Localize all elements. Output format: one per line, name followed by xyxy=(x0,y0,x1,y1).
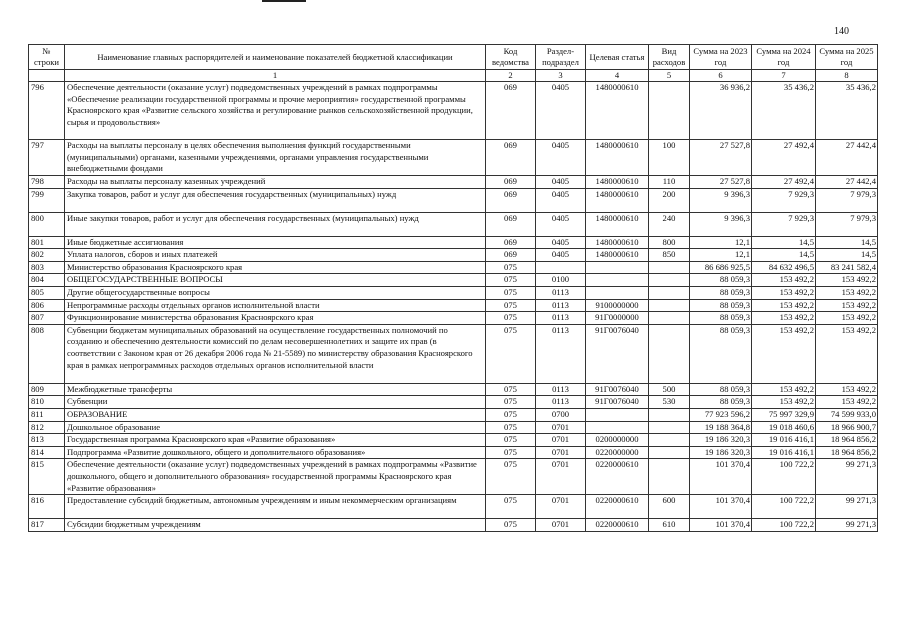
row-name-cell: Расходы на выплаты персоналу в целях обеспечения выполнения функций государственными (муниципальными) органами, казенными учреждениями, органами управления государственными внебюджетными фондами xyxy=(65,140,486,176)
row-number-cell: 796 xyxy=(29,82,65,140)
column-number: 8 xyxy=(816,70,878,82)
row-number-cell: 808 xyxy=(29,324,65,383)
expense-type-cell: 530 xyxy=(649,396,690,409)
sum-2024-cell: 19 018 460,6 xyxy=(752,421,816,434)
dept-code-cell: 075 xyxy=(486,421,536,434)
row-number-cell: 805 xyxy=(29,286,65,299)
table-row xyxy=(29,176,878,189)
header-sum-2025: Сумма на 2025 год xyxy=(816,45,878,70)
sum-2023-cell: 19 188 364,8 xyxy=(690,421,752,434)
table-row xyxy=(29,495,878,519)
sum-2025-cell: 83 241 582,4 xyxy=(816,261,878,274)
dept-code-cell: 075 xyxy=(486,495,536,519)
row-number-cell: 797 xyxy=(29,140,65,176)
sum-2025-cell: 153 492,2 xyxy=(816,286,878,299)
sum-2023-cell: 88 059,3 xyxy=(690,274,752,287)
sum-2023-cell: 27 527,8 xyxy=(690,176,752,189)
table-row xyxy=(29,299,878,312)
expense-type-cell xyxy=(649,312,690,325)
target-article-cell: 0220000610 xyxy=(586,495,649,519)
row-number-cell: 799 xyxy=(29,188,65,212)
section-cell: 0405 xyxy=(536,212,586,236)
row-number-cell: 801 xyxy=(29,236,65,249)
section-cell: 0113 xyxy=(536,286,586,299)
table-row xyxy=(29,286,878,299)
header-sum-2024: Сумма на 2024 год xyxy=(752,45,816,70)
sum-2025-cell: 99 271,3 xyxy=(816,519,878,532)
sum-2024-cell: 35 436,2 xyxy=(752,82,816,140)
row-number-cell: 800 xyxy=(29,212,65,236)
row-number-cell: 812 xyxy=(29,421,65,434)
expense-type-cell xyxy=(649,421,690,434)
expense-type-cell: 850 xyxy=(649,249,690,262)
sum-2025-cell: 18 964 856,2 xyxy=(816,446,878,459)
column-number: 4 xyxy=(586,70,649,82)
row-number-cell: 806 xyxy=(29,299,65,312)
sum-2025-cell: 153 492,2 xyxy=(816,274,878,287)
row-name-cell: Непрограммные расходы отдельных органов исполнительной власти xyxy=(65,299,486,312)
header-expense-type: Вид расходов xyxy=(649,45,690,70)
row-number-cell: 815 xyxy=(29,459,65,495)
table-row xyxy=(29,434,878,447)
column-number-row xyxy=(29,70,878,82)
sum-2025-cell: 14,5 xyxy=(816,236,878,249)
row-number-cell: 810 xyxy=(29,396,65,409)
column-number: 6 xyxy=(690,70,752,82)
table-row xyxy=(29,519,878,532)
target-article-cell: 1480000610 xyxy=(586,249,649,262)
expense-type-cell: 500 xyxy=(649,383,690,396)
row-number-cell: 802 xyxy=(29,249,65,262)
expense-type-cell: 100 xyxy=(649,140,690,176)
sum-2023-cell: 88 059,3 xyxy=(690,383,752,396)
dept-code-cell: 069 xyxy=(486,140,536,176)
target-article-cell: 9100000000 xyxy=(586,299,649,312)
dept-code-cell: 075 xyxy=(486,261,536,274)
sum-2023-cell: 86 686 925,5 xyxy=(690,261,752,274)
section-cell: 0405 xyxy=(536,249,586,262)
column-number: 5 xyxy=(649,70,690,82)
table-row xyxy=(29,383,878,396)
table-row xyxy=(29,212,878,236)
row-name-cell: Субвенции бюджетам муниципальных образований на осуществление государственных полномочий по созданию и обеспечению деятельности комиссий по делам несовершеннолетних и защите их прав (в соответствии с Законом края от 26 декабря 2006 года № 21-5589) по министерству образования Красноярского края в рамках непрограммных расходов отдельных органов исполнительной власти xyxy=(65,324,486,383)
sum-2023-cell: 27 527,8 xyxy=(690,140,752,176)
header-sum-2023: Сумма на 2023 год xyxy=(690,45,752,70)
target-article-cell: 1480000610 xyxy=(586,188,649,212)
expense-type-cell xyxy=(649,408,690,421)
sum-2023-cell: 77 923 596,2 xyxy=(690,408,752,421)
expense-type-cell xyxy=(649,82,690,140)
row-number-cell: 803 xyxy=(29,261,65,274)
target-article-cell xyxy=(586,408,649,421)
row-name-cell: Иные бюджетные ассигнования xyxy=(65,236,486,249)
expense-type-cell xyxy=(649,286,690,299)
header-row-number: № строки xyxy=(29,45,65,70)
dept-code-cell: 069 xyxy=(486,176,536,189)
sum-2025-cell: 7 979,3 xyxy=(816,212,878,236)
sum-2023-cell: 36 936,2 xyxy=(690,82,752,140)
sum-2025-cell: 99 271,3 xyxy=(816,495,878,519)
section-cell: 0113 xyxy=(536,299,586,312)
dept-code-cell: 075 xyxy=(486,459,536,495)
row-name-cell: Обеспечение деятельности (оказание услуг) подведомственных учреждений в рамках подпрограммы «Развитие дошкольного, общего и дополнительного образования» государственной программы Красноярского края «Развитие образования» xyxy=(65,459,486,495)
expense-type-cell: 110 xyxy=(649,176,690,189)
column-number: 2 xyxy=(486,70,536,82)
sum-2024-cell: 153 492,2 xyxy=(752,383,816,396)
expense-type-cell xyxy=(649,324,690,383)
sum-2024-cell: 153 492,2 xyxy=(752,324,816,383)
expense-type-cell xyxy=(649,446,690,459)
sum-2025-cell: 14,5 xyxy=(816,249,878,262)
section-cell: 0701 xyxy=(536,519,586,532)
dept-code-cell: 075 xyxy=(486,312,536,325)
sum-2024-cell: 84 632 496,5 xyxy=(752,261,816,274)
sum-2025-cell: 153 492,2 xyxy=(816,383,878,396)
header-dept-code: Код ведомства xyxy=(486,45,536,70)
section-cell: 0113 xyxy=(536,324,586,383)
sum-2023-cell: 9 396,3 xyxy=(690,188,752,212)
row-number-cell: 816 xyxy=(29,495,65,519)
sum-2025-cell: 27 442,4 xyxy=(816,176,878,189)
dept-code-cell: 069 xyxy=(486,188,536,212)
section-cell: 0700 xyxy=(536,408,586,421)
row-name-cell: Субсидии бюджетным учреждениям xyxy=(65,519,486,532)
table-row xyxy=(29,261,878,274)
row-name-cell: Расходы на выплаты персоналу казенных учреждений xyxy=(65,176,486,189)
target-article-cell: 91Г0076040 xyxy=(586,324,649,383)
row-number-cell: 809 xyxy=(29,383,65,396)
sum-2024-cell: 100 722,2 xyxy=(752,495,816,519)
sum-2023-cell: 88 059,3 xyxy=(690,312,752,325)
sum-2023-cell: 101 370,4 xyxy=(690,495,752,519)
target-article-cell: 0220000610 xyxy=(586,459,649,495)
sum-2024-cell: 27 492,4 xyxy=(752,176,816,189)
sum-2025-cell: 18 964 856,2 xyxy=(816,434,878,447)
dept-code-cell: 075 xyxy=(486,519,536,532)
row-name-cell: Межбюджетные трансферты xyxy=(65,383,486,396)
dept-code-cell: 075 xyxy=(486,286,536,299)
column-number: 1 xyxy=(65,70,486,82)
sum-2024-cell: 7 929,3 xyxy=(752,188,816,212)
expense-type-cell xyxy=(649,434,690,447)
expense-type-cell: 600 xyxy=(649,495,690,519)
header-name: Наименование главных распорядителей и наименование показателей бюджетной классификации xyxy=(65,45,486,70)
dept-code-cell: 075 xyxy=(486,324,536,383)
sum-2025-cell: 7 979,3 xyxy=(816,188,878,212)
expense-type-cell: 200 xyxy=(649,188,690,212)
sum-2024-cell: 153 492,2 xyxy=(752,299,816,312)
section-cell: 0405 xyxy=(536,188,586,212)
sum-2024-cell: 14,5 xyxy=(752,249,816,262)
row-number-cell: 807 xyxy=(29,312,65,325)
table-row xyxy=(29,459,878,495)
expense-type-cell xyxy=(649,274,690,287)
expense-type-cell: 800 xyxy=(649,236,690,249)
row-number-cell: 798 xyxy=(29,176,65,189)
table-row xyxy=(29,274,878,287)
target-article-cell: 1480000610 xyxy=(586,212,649,236)
sum-2025-cell: 153 492,2 xyxy=(816,396,878,409)
sum-2024-cell: 100 722,2 xyxy=(752,459,816,495)
header-row xyxy=(29,45,878,70)
budget-table xyxy=(28,44,878,532)
sum-2023-cell: 12,1 xyxy=(690,236,752,249)
target-article-cell xyxy=(586,421,649,434)
table-row xyxy=(29,249,878,262)
target-article-cell xyxy=(586,261,649,274)
sum-2023-cell: 88 059,3 xyxy=(690,324,752,383)
row-number-cell: 811 xyxy=(29,408,65,421)
sum-2024-cell: 27 492,4 xyxy=(752,140,816,176)
target-article-cell: 1480000610 xyxy=(586,236,649,249)
sum-2024-cell: 153 492,2 xyxy=(752,396,816,409)
section-cell: 0405 xyxy=(536,236,586,249)
column-number: 7 xyxy=(752,70,816,82)
dept-code-cell: 069 xyxy=(486,82,536,140)
section-cell: 0701 xyxy=(536,434,586,447)
table-row xyxy=(29,396,878,409)
row-name-cell: Дошкольное образование xyxy=(65,421,486,434)
row-name-cell: ОБРАЗОВАНИЕ xyxy=(65,408,486,421)
table-row xyxy=(29,82,878,140)
section-cell: 0405 xyxy=(536,140,586,176)
header-target-article: Целевая статья xyxy=(586,45,649,70)
column-number xyxy=(29,70,65,82)
section-cell: 0405 xyxy=(536,82,586,140)
target-article-cell: 91Г0000000 xyxy=(586,312,649,325)
row-name-cell: Закупка товаров, работ и услуг для обеспечения государственных (муниципальных) нужд xyxy=(65,188,486,212)
section-cell: 0113 xyxy=(536,383,586,396)
row-name-cell: Предоставление субсидий бюджетным, автономным учреждениям и иным некоммерческим организациям xyxy=(65,495,486,519)
row-name-cell: Министерство образования Красноярского края xyxy=(65,261,486,274)
dept-code-cell: 069 xyxy=(486,236,536,249)
dept-code-cell: 069 xyxy=(486,212,536,236)
sum-2023-cell: 12,1 xyxy=(690,249,752,262)
target-article-cell: 1480000610 xyxy=(586,140,649,176)
dept-code-cell: 075 xyxy=(486,434,536,447)
row-name-cell: Государственная программа Красноярского края «Развитие образования» xyxy=(65,434,486,447)
target-article-cell: 0220000000 xyxy=(586,446,649,459)
dept-code-cell: 075 xyxy=(486,299,536,312)
sum-2025-cell: 27 442,4 xyxy=(816,140,878,176)
row-number-cell: 814 xyxy=(29,446,65,459)
target-article-cell: 1480000610 xyxy=(586,82,649,140)
sum-2023-cell: 88 059,3 xyxy=(690,396,752,409)
target-article-cell: 0220000610 xyxy=(586,519,649,532)
expense-type-cell: 240 xyxy=(649,212,690,236)
row-number-cell: 804 xyxy=(29,274,65,287)
sum-2024-cell: 153 492,2 xyxy=(752,274,816,287)
sum-2025-cell: 153 492,2 xyxy=(816,324,878,383)
sum-2025-cell: 74 599 933,0 xyxy=(816,408,878,421)
sum-2025-cell: 35 436,2 xyxy=(816,82,878,140)
section-cell: 0701 xyxy=(536,446,586,459)
table-row xyxy=(29,312,878,325)
table-row xyxy=(29,421,878,434)
sum-2023-cell: 88 059,3 xyxy=(690,299,752,312)
row-name-cell: Подпрограмма «Развитие дошкольного, общего и дополнительного образования» xyxy=(65,446,486,459)
sum-2023-cell: 101 370,4 xyxy=(690,519,752,532)
row-name-cell: Субвенции xyxy=(65,396,486,409)
top-rule xyxy=(262,0,306,2)
section-cell: 0701 xyxy=(536,459,586,495)
sum-2024-cell: 14,5 xyxy=(752,236,816,249)
dept-code-cell: 075 xyxy=(486,383,536,396)
sum-2023-cell: 101 370,4 xyxy=(690,459,752,495)
dept-code-cell: 069 xyxy=(486,249,536,262)
sum-2024-cell: 100 722,2 xyxy=(752,519,816,532)
dept-code-cell: 075 xyxy=(486,396,536,409)
sum-2024-cell: 153 492,2 xyxy=(752,312,816,325)
section-cell: 0405 xyxy=(536,176,586,189)
expense-type-cell xyxy=(649,299,690,312)
row-name-cell: Другие общегосударственные вопросы xyxy=(65,286,486,299)
table-row xyxy=(29,188,878,212)
target-article-cell: 91Г0076040 xyxy=(586,396,649,409)
sum-2025-cell: 99 271,3 xyxy=(816,459,878,495)
row-name-cell: Уплата налогов, сборов и иных платежей xyxy=(65,249,486,262)
sum-2023-cell: 88 059,3 xyxy=(690,286,752,299)
table-row xyxy=(29,140,878,176)
header-section: Раздел-подраздел xyxy=(536,45,586,70)
row-number-cell: 813 xyxy=(29,434,65,447)
expense-type-cell xyxy=(649,459,690,495)
column-number: 3 xyxy=(536,70,586,82)
section-cell xyxy=(536,261,586,274)
target-article-cell xyxy=(586,274,649,287)
sum-2023-cell: 9 396,3 xyxy=(690,212,752,236)
sum-2023-cell: 19 186 320,3 xyxy=(690,434,752,447)
sum-2024-cell: 19 016 416,1 xyxy=(752,434,816,447)
table-row xyxy=(29,324,878,383)
sum-2025-cell: 153 492,2 xyxy=(816,299,878,312)
section-cell: 0113 xyxy=(536,396,586,409)
dept-code-cell: 075 xyxy=(486,446,536,459)
row-name-cell: Функционирование министерства образования Красноярского края xyxy=(65,312,486,325)
row-name-cell: Иные закупки товаров, работ и услуг для обеспечения государственных (муниципальных) нужд xyxy=(65,212,486,236)
target-article-cell xyxy=(586,286,649,299)
section-cell: 0701 xyxy=(536,421,586,434)
sum-2025-cell: 153 492,2 xyxy=(816,312,878,325)
sum-2023-cell: 19 186 320,3 xyxy=(690,446,752,459)
section-cell: 0113 xyxy=(536,312,586,325)
sum-2024-cell: 7 929,3 xyxy=(752,212,816,236)
table-row xyxy=(29,446,878,459)
page-number: 140 xyxy=(834,26,849,37)
target-article-cell: 91Г0076040 xyxy=(586,383,649,396)
dept-code-cell: 075 xyxy=(486,408,536,421)
row-name-cell: ОБЩЕГОСУДАРСТВЕННЫЕ ВОПРОСЫ xyxy=(65,274,486,287)
dept-code-cell: 075 xyxy=(486,274,536,287)
section-cell: 0100 xyxy=(536,274,586,287)
sum-2024-cell: 153 492,2 xyxy=(752,286,816,299)
table-row xyxy=(29,408,878,421)
sum-2025-cell: 18 966 900,7 xyxy=(816,421,878,434)
target-article-cell: 0200000000 xyxy=(586,434,649,447)
table-row xyxy=(29,236,878,249)
section-cell: 0701 xyxy=(536,495,586,519)
row-number-cell: 817 xyxy=(29,519,65,532)
expense-type-cell xyxy=(649,261,690,274)
expense-type-cell: 610 xyxy=(649,519,690,532)
row-name-cell: Обеспечение деятельности (оказание услуг) подведомственных учреждений в рамках подпрограммы «Обеспечение реализации государственной программы и прочие мероприятия» государственной программы Красноярского края «Развитие сельского хозяйства и регулирование рынков сельскохозяйственной продукции, сырья и продовольствия» xyxy=(65,82,486,140)
target-article-cell: 1480000610 xyxy=(586,176,649,189)
sum-2024-cell: 75 997 329,9 xyxy=(752,408,816,421)
sum-2024-cell: 19 016 416,1 xyxy=(752,446,816,459)
